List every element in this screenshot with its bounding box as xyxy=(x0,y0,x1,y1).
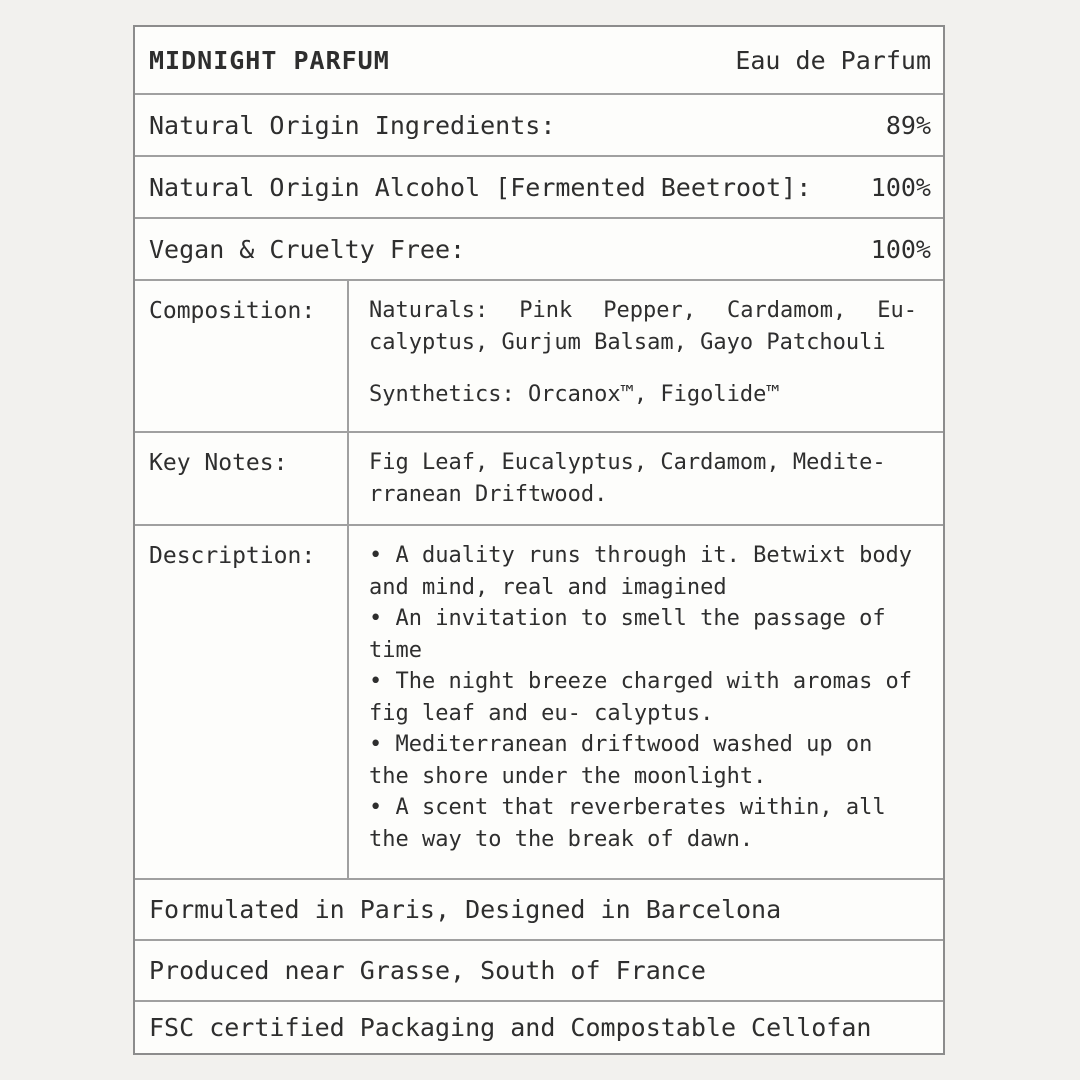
description-bullet: • An invitation to smell the passage of time xyxy=(369,606,886,663)
footer-text: Produced near Grasse, South of France xyxy=(149,956,706,985)
composition-content xyxy=(347,281,943,431)
description-bullet: • Mediterranean driftwood washed up on the shore under the moonlight. xyxy=(369,732,873,789)
key-notes-content xyxy=(347,433,943,524)
description-bullet: • A scent that reverberates within, all the way to the break of dawn. xyxy=(369,795,886,852)
stat-value: 89% xyxy=(885,110,931,140)
composition-row xyxy=(135,279,943,431)
composition-label: Composition: xyxy=(149,298,316,324)
stat-label: Natural Origin Ingredients: xyxy=(149,110,556,140)
header-row xyxy=(135,27,943,93)
stat-row-natural-alcohol xyxy=(135,155,943,217)
stat-value: 100% xyxy=(870,172,931,202)
key-notes-label: Key Notes: xyxy=(149,450,288,476)
description-bullet: • A duality runs through it. Betwixt body and mind, real and imagined xyxy=(369,543,913,600)
stat-row-natural-ingredients xyxy=(135,93,943,155)
footer-row-packaging xyxy=(135,1000,943,1053)
description-label: Description: xyxy=(149,543,316,569)
footer-text: Formulated in Paris, Designed in Barcelona xyxy=(149,895,782,924)
product-title: MIDNIGHT PARFUM xyxy=(149,45,390,75)
composition-synthetics: Synthetics: Orcanox™, Figolide™ xyxy=(369,382,780,407)
product-spec-card xyxy=(133,25,945,1055)
description-content xyxy=(347,526,943,878)
footer-row-formulated xyxy=(135,878,943,939)
description-bullet: • The night breeze charged with aromas of fig leaf and eu- calyptus. xyxy=(369,669,913,726)
product-type: Eau de Parfum xyxy=(735,45,931,75)
footer-text: FSC certified Packaging and Compostable Cellofan xyxy=(149,1013,872,1042)
composition-naturals: Naturals: Pink Pepper, Cardamom, Eu- calyptus, Gurjum Balsam, Gayo Patchouli xyxy=(369,298,917,355)
stat-value: 100% xyxy=(870,234,931,264)
key-notes-row xyxy=(135,431,943,524)
description-row xyxy=(135,524,943,878)
key-notes-text: Fig Leaf, Eucalyptus, Cardamom, Medite- rranean Driftwood. xyxy=(369,450,886,507)
stat-row-vegan-cruelty-free xyxy=(135,217,943,279)
footer-row-produced xyxy=(135,939,943,1000)
stat-label: Vegan & Cruelty Free: xyxy=(149,234,466,264)
stat-label: Natural Origin Alcohol [Fermented Beetroot]: xyxy=(149,172,812,202)
